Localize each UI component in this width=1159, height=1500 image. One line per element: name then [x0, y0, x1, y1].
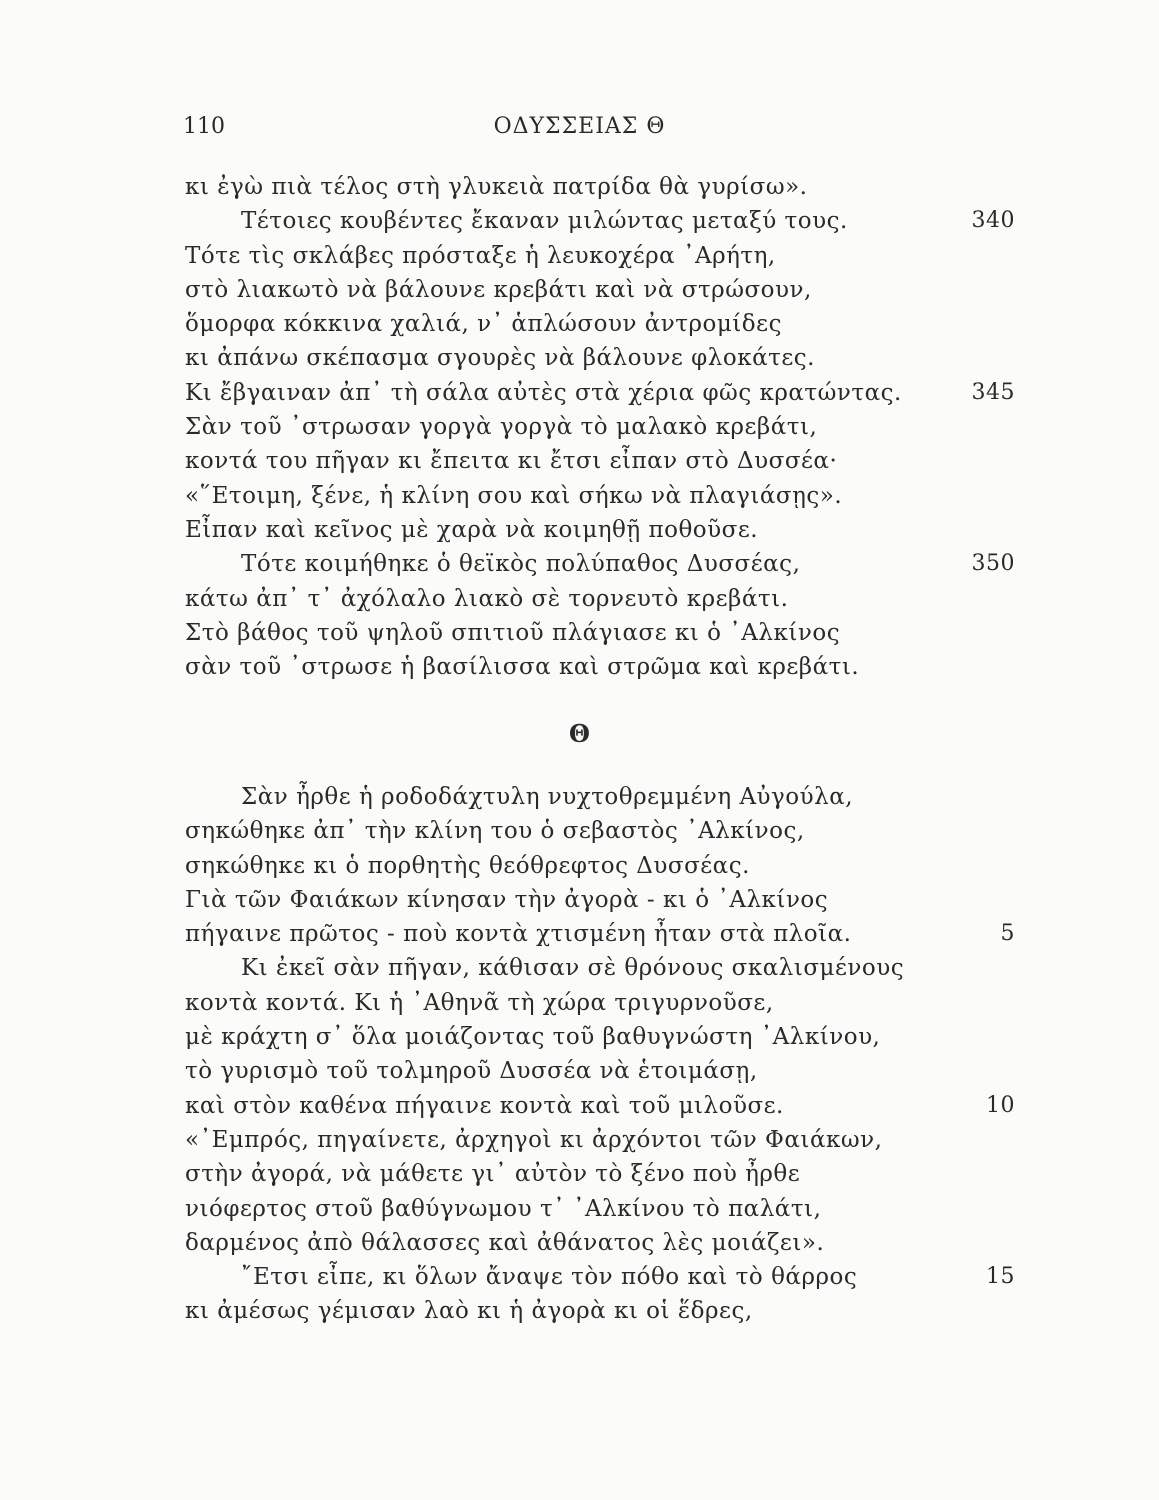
verse-text: Στὸ βάθος τοῦ ψηλοῦ σπιτιοῦ πλάγιασε κι ὁ ᾿Αλκίνος	[185, 619, 841, 646]
verse-text: πήγαινε πρῶτος - ποὺ κοντὰ χτισμένη ἦταν στὰ πλοῖα.	[185, 921, 852, 948]
verse-line	[185, 444, 1015, 478]
verse-text: στὸ λιακωτὸ νὰ βάλουνε κρεβάτι καὶ νὰ στρώσουν,	[185, 276, 812, 303]
verse-text: Κι ἔβγαιναν ἀπ᾿ τὴ σάλα αὐτὲς στὰ χέρια φῶς κρατώντας.	[185, 379, 902, 406]
verse-text: «᾿Εμπρός, πηγαίνετε, ἀρχηγοὶ κι ἀρχόντοι τῶν Φαιάκων,	[185, 1126, 883, 1153]
verse-text: τὸ γυρισμὸ τοῦ τολμηροῦ Δυσσέα νὰ ἑτοιμάσῃ,	[185, 1058, 758, 1085]
verse-line	[185, 479, 1015, 513]
verse-line	[185, 1020, 1015, 1054]
verse-line	[185, 883, 1015, 917]
verse-text: κι ἀπάνω σκέπασμα σγουρὲς νὰ βάλουνε φλοκάτες.	[185, 345, 815, 372]
verse-line	[185, 1089, 1015, 1123]
verse-line	[185, 650, 1015, 684]
verse-line	[185, 170, 1015, 204]
verse-line	[185, 1226, 1015, 1260]
verse-text: νιόφερτος στοῦ βαθύγνωμου τ᾿ ᾿Αλκίνου τὸ παλάτι,	[185, 1195, 822, 1222]
verse-text: Τέτοιες κουβέντες ἔκαναν μιλώντας μεταξύ τους.	[241, 208, 848, 235]
verse-line	[185, 1192, 1015, 1226]
line-number: 15	[986, 1264, 1015, 1290]
verse-text: ὅμορφα κόκκινα χαλιά, ν᾿ ἁπλώσουν ἀντρομίδες	[185, 311, 782, 338]
verse-line	[185, 410, 1015, 444]
verse-text: κι ἀμέσως γέμισαν λαὸ κι ἡ ἀγορὰ κι οἱ ἕδρες,	[185, 1298, 753, 1325]
verse-line	[185, 582, 1015, 616]
verse-text: Εἶπαν καὶ κεῖνος μὲ χαρὰ νὰ κοιμηθῇ ποθοῦσε.	[185, 516, 759, 543]
verse-text: κοντὰ κοντά. Κι ἡ ᾿Αθηνᾶ τὴ χώρα τριγυρνοῦσε,	[185, 989, 774, 1016]
verse-line	[185, 1260, 1015, 1294]
verse-text: στὴν ἀγορά, νὰ μάθετε γι᾿ αὐτὸν τὸ ξένο ποὺ ἦρθε	[185, 1161, 801, 1188]
verse-line	[185, 204, 1015, 238]
verse-text: Τότε τὶς σκλάβες πρόσταξε ἡ λευκοχέρα ᾿Αρήτη,	[185, 242, 776, 269]
page-number: 110	[183, 114, 225, 139]
verse-text: σηκώθηκε ἀπ᾿ τὴν κλίνη του ὁ σεβαστὸς ᾿Αλκίνος,	[185, 818, 805, 845]
verse-text: κάτω ἀπ᾿ τ᾿ ἀχόλαλο λιακὸ σὲ τορνευτὸ κρεβάτι.	[185, 585, 789, 612]
verse-line	[185, 986, 1015, 1020]
line-number: 340	[971, 208, 1015, 234]
verse-text: Τότε κοιμήθηκε ὁ θεϊκὸς πολύπαθος Δυσσέας,	[241, 551, 801, 578]
verse-line	[185, 1054, 1015, 1088]
verse-line	[185, 239, 1015, 273]
verse-line	[185, 307, 1015, 341]
verse-line	[185, 951, 1015, 985]
verse-line	[185, 780, 1015, 814]
line-number: 350	[971, 551, 1015, 577]
verse-text: δαρμένος ἀπὸ θάλασσες καὶ ἀθάνατος λὲς μοιάζει».	[185, 1229, 825, 1256]
line-number: 5	[1000, 921, 1015, 947]
verse-line	[185, 849, 1015, 883]
line-number: 345	[971, 379, 1015, 405]
verse-line	[185, 917, 1015, 951]
verse-text: Σὰν τοῦ ᾿στρωσαν γοργὰ γοργὰ τὸ μαλακὸ κρεβάτι,	[185, 414, 818, 441]
verse-text: μὲ κράχτη σ᾿ ὅλα μοιάζοντας τοῦ βαθυγνώστη ᾿Αλκίνου,	[185, 1024, 881, 1051]
verse-line	[185, 1294, 1015, 1328]
verse-line	[185, 547, 1015, 581]
verse-text: κοντά του πῆγαν κι ἔπειτα κι ἔτσι εἶπαν στὸ Δυσσέα·	[185, 448, 838, 475]
line-number: 10	[986, 1092, 1015, 1118]
verse-text: κι ἐγὼ πιὰ τέλος στὴ γλυκειὰ πατρίδα θὰ γυρίσω».	[185, 174, 808, 200]
verse-line	[185, 1123, 1015, 1157]
verse-text: καὶ στὸν καθένα πήγαινε κοντὰ καὶ τοῦ μιλοῦσε.	[185, 1092, 784, 1119]
verse-line	[185, 616, 1015, 650]
passage-end-of-previous-book	[185, 170, 1015, 684]
verse-line	[185, 513, 1015, 547]
verse-line	[185, 376, 1015, 410]
verse-text: σὰν τοῦ ᾿στρωσε ἡ βασίλισσα καὶ στρῶμα καὶ κρεβάτι.	[185, 654, 860, 681]
passage-book-opening	[185, 780, 1015, 1329]
verse-line	[185, 814, 1015, 848]
book-heading: Θ	[569, 719, 590, 748]
verse-text: Σὰν ἦρθε ἡ ροδοδάχτυλη νυχτοθρεμμένη Αὐγούλα,	[241, 784, 854, 810]
verse-text: «῞Ετοιμη, ξένε, ἡ κλίνη σου καὶ σήκω νὰ πλαγιάσῃς».	[185, 482, 843, 509]
verse-text: ῎Ετσι εἶπε, κι ὅλων ἄναψε τὸν πόθο καὶ τὸ θάρρος	[241, 1264, 858, 1291]
verse-line	[185, 1157, 1015, 1191]
verse-text: σηκώθηκε κι ὁ πορθητὴς θεόθρεφτος Δυσσέας.	[185, 852, 750, 879]
running-title: ΟΔΥΣΣΕΙΑΣ Θ	[493, 114, 666, 139]
verse-text: Γιὰ τῶν Φαιάκων κίνησαν τὴν ἀγορὰ - κι ὁ ᾿Αλκίνος	[185, 886, 829, 913]
verse-line	[185, 341, 1015, 375]
verse-text: Κι ἐκεῖ σὰν πῆγαν, κάθισαν σὲ θρόνους σκαλισμένους	[241, 955, 905, 982]
verse-line	[185, 273, 1015, 307]
